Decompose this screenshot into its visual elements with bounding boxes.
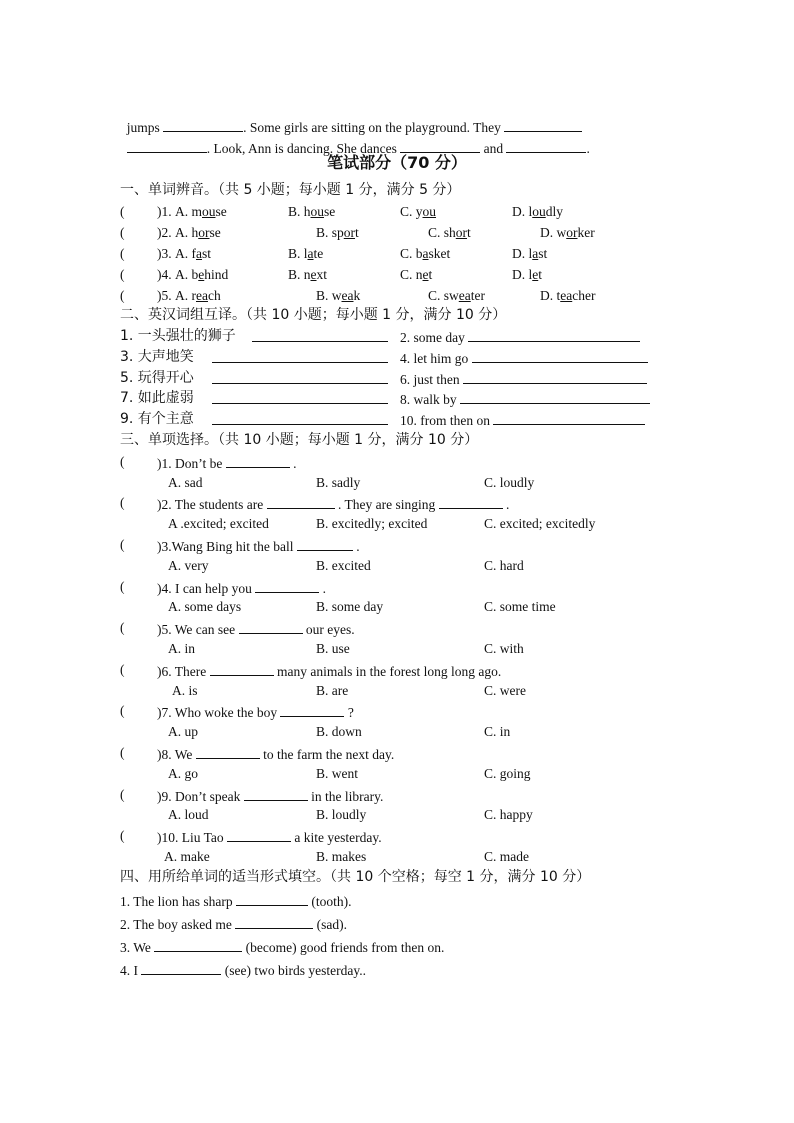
option[interactable]: C. sweater: [428, 288, 485, 303]
fill-item: 1. The lion has sharp (tooth).: [120, 891, 351, 911]
answer-blank[interactable]: [460, 389, 650, 404]
option[interactable]: C. basket: [400, 246, 451, 261]
option[interactable]: A. loud: [168, 807, 209, 822]
option[interactable]: A. in: [168, 641, 195, 656]
answer-paren[interactable]: (: [120, 288, 125, 303]
answer-paren[interactable]: (: [120, 662, 125, 677]
answer-blank[interactable]: [252, 327, 388, 342]
answer-paren[interactable]: (: [120, 745, 125, 760]
option[interactable]: A. fast: [175, 246, 212, 261]
answer-blank[interactable]: [297, 536, 353, 551]
answer-paren[interactable]: (: [120, 828, 125, 843]
answer-paren[interactable]: (: [120, 225, 125, 240]
option[interactable]: B. late: [288, 246, 324, 261]
option[interactable]: A. sad: [168, 475, 203, 490]
option[interactable]: C. with: [484, 641, 524, 656]
translation-item: 9. 有个主意: [120, 410, 194, 428]
question-stem: )5. We can see our eyes.: [157, 619, 355, 639]
answer-blank[interactable]: [226, 453, 290, 468]
option[interactable]: C. net: [400, 267, 433, 282]
answer-blank[interactable]: [463, 369, 647, 384]
option[interactable]: C. made: [484, 849, 529, 864]
answer-paren[interactable]: (: [120, 787, 125, 802]
option[interactable]: A. reach: [175, 288, 221, 303]
part4-heading: 四、用所给单词的适当形式填空。（共 10 个空格；每空 1 分，满分 10 分）: [120, 869, 591, 885]
question-number: )5.: [157, 288, 172, 303]
question-stem: )1. Don’t be .: [157, 453, 297, 473]
answer-paren[interactable]: (: [120, 620, 125, 635]
answer-blank[interactable]: [212, 389, 388, 404]
answer-blank[interactable]: [210, 661, 274, 676]
question-stem: )4. I can help you .: [157, 578, 326, 598]
translation-item: 7. 如此虚弱: [120, 389, 194, 407]
question-stem: )10. Liu Tao a kite yesterday.: [157, 827, 382, 847]
answer-blank[interactable]: [212, 410, 388, 425]
option[interactable]: D. last: [512, 246, 548, 261]
fill-item: 2. The boy asked me (sad).: [120, 914, 347, 934]
option[interactable]: D. teacher: [540, 288, 596, 303]
option[interactable]: A. very: [168, 558, 209, 573]
answer-paren[interactable]: (: [120, 703, 125, 718]
question-number: )2.: [157, 225, 172, 240]
question-stem: )3.Wang Bing hit the ball .: [157, 536, 360, 556]
fill-item: 3. We (become) good friends from then on.: [120, 937, 444, 957]
answer-blank[interactable]: [468, 327, 640, 342]
option[interactable]: B. are: [316, 683, 349, 698]
fill-item: 4. I (see) two birds yesterday..: [120, 960, 366, 980]
answer-blank[interactable]: [280, 702, 344, 717]
option[interactable]: A. some days: [168, 599, 242, 614]
option[interactable]: A .excited; excited: [168, 516, 269, 531]
option[interactable]: C. hard: [484, 558, 524, 573]
option[interactable]: C. loudly: [484, 475, 535, 490]
option[interactable]: B. sadly: [316, 475, 361, 490]
answer-blank[interactable]: [154, 937, 242, 952]
translation-item: 10. from then on: [400, 410, 645, 430]
answer-blank[interactable]: [212, 369, 388, 384]
listening-line-1: jumps . Some girls are sitting on the playground. They: [120, 99, 582, 137]
answer-paren[interactable]: (: [120, 495, 125, 510]
option[interactable]: B. excited: [316, 558, 371, 573]
option[interactable]: A. behind: [175, 267, 229, 282]
answer-blank[interactable]: [227, 827, 291, 842]
option[interactable]: B. weak: [316, 288, 361, 303]
answer-blank[interactable]: [267, 494, 335, 509]
option[interactable]: B. some day: [316, 599, 384, 614]
option[interactable]: C. some time: [484, 599, 556, 614]
option[interactable]: D. worker: [540, 225, 595, 240]
answer-paren[interactable]: (: [120, 246, 125, 261]
answer-blank[interactable]: [493, 410, 645, 425]
option[interactable]: C. in: [484, 724, 511, 739]
answer-blank[interactable]: [212, 348, 388, 363]
option[interactable]: B. makes: [316, 849, 367, 864]
answer-blank[interactable]: [255, 578, 319, 593]
answer-paren[interactable]: (: [120, 267, 125, 282]
option[interactable]: C. you: [400, 204, 437, 219]
option[interactable]: A. is: [172, 683, 198, 698]
option[interactable]: B. use: [316, 641, 350, 656]
option[interactable]: A. up: [168, 724, 198, 739]
option[interactable]: D. let: [512, 267, 543, 282]
option[interactable]: A. horse: [175, 225, 221, 240]
answer-blank[interactable]: [235, 914, 313, 929]
answer-blank[interactable]: [236, 891, 308, 906]
option[interactable]: B. loudly: [316, 807, 367, 822]
question-number: )3.: [157, 246, 172, 261]
option[interactable]: B. sport: [316, 225, 359, 240]
answer-paren[interactable]: (: [120, 454, 125, 469]
answer-paren[interactable]: (: [120, 537, 125, 552]
translation-item: 3. 大声地笑: [120, 348, 194, 366]
option[interactable]: D. loudly: [512, 204, 564, 219]
question-stem: )7. Who woke the boy ?: [157, 702, 354, 722]
answer-blank[interactable]: [439, 494, 503, 509]
option[interactable]: C. excited; excitedly: [484, 516, 596, 531]
answer-paren[interactable]: (: [120, 579, 125, 594]
option[interactable]: B. next: [288, 267, 328, 282]
option[interactable]: A. go: [168, 766, 198, 781]
answer-blank[interactable]: [239, 619, 303, 634]
translation-item: 2. some day: [400, 327, 640, 347]
answer-blank[interactable]: [141, 960, 221, 975]
option[interactable]: A. mouse: [175, 204, 227, 219]
option[interactable]: B. excitedly; excited: [316, 516, 428, 531]
answer-blank[interactable]: [196, 744, 260, 759]
translation-item: 5. 玩得开心: [120, 369, 194, 387]
answer-paren[interactable]: (: [120, 204, 125, 219]
translation-item: 1. 一头强壮的狮子: [120, 327, 236, 345]
part3-heading: 三、单项选择。（共 10 小题；每小题 1 分，满分 10 分）: [120, 432, 479, 448]
option[interactable]: C. short: [428, 225, 471, 240]
question-number: )4.: [157, 267, 172, 282]
part2-heading: 二、英汉词组互译。（共 10 小题；每小题 1 分，满分 10 分）: [120, 307, 507, 323]
question-stem: )9. Don’t speak in the library.: [157, 786, 383, 806]
option[interactable]: B. went: [316, 766, 358, 781]
translation-item: 8. walk by: [400, 389, 650, 409]
question-stem: )6. There many animals in the forest long long ago.: [157, 661, 501, 681]
option[interactable]: A. make: [164, 849, 210, 864]
question-number: )1.: [157, 204, 172, 219]
question-stem: )8. We to the farm the next day.: [157, 744, 394, 764]
question-stem: )2. The students are . They are singing .: [157, 494, 509, 514]
option[interactable]: B. house: [288, 204, 336, 219]
answer-blank[interactable]: [472, 348, 648, 363]
option[interactable]: B. down: [316, 724, 362, 739]
translation-item: 6. just then: [400, 369, 647, 389]
section-title: 笔试部分（70 分）: [327, 153, 467, 172]
option[interactable]: C. going: [484, 766, 531, 781]
option[interactable]: C. happy: [484, 807, 533, 822]
part1-heading: 一、单词辨音。（共 5 小题；每小题 1 分，满分 5 分）: [120, 182, 461, 198]
listening-line-2: . Look, Ann is dancing. She dances and .: [120, 120, 590, 158]
answer-blank[interactable]: [244, 786, 308, 801]
translation-item: 4. let him go: [400, 348, 648, 368]
option[interactable]: C. were: [484, 683, 526, 698]
